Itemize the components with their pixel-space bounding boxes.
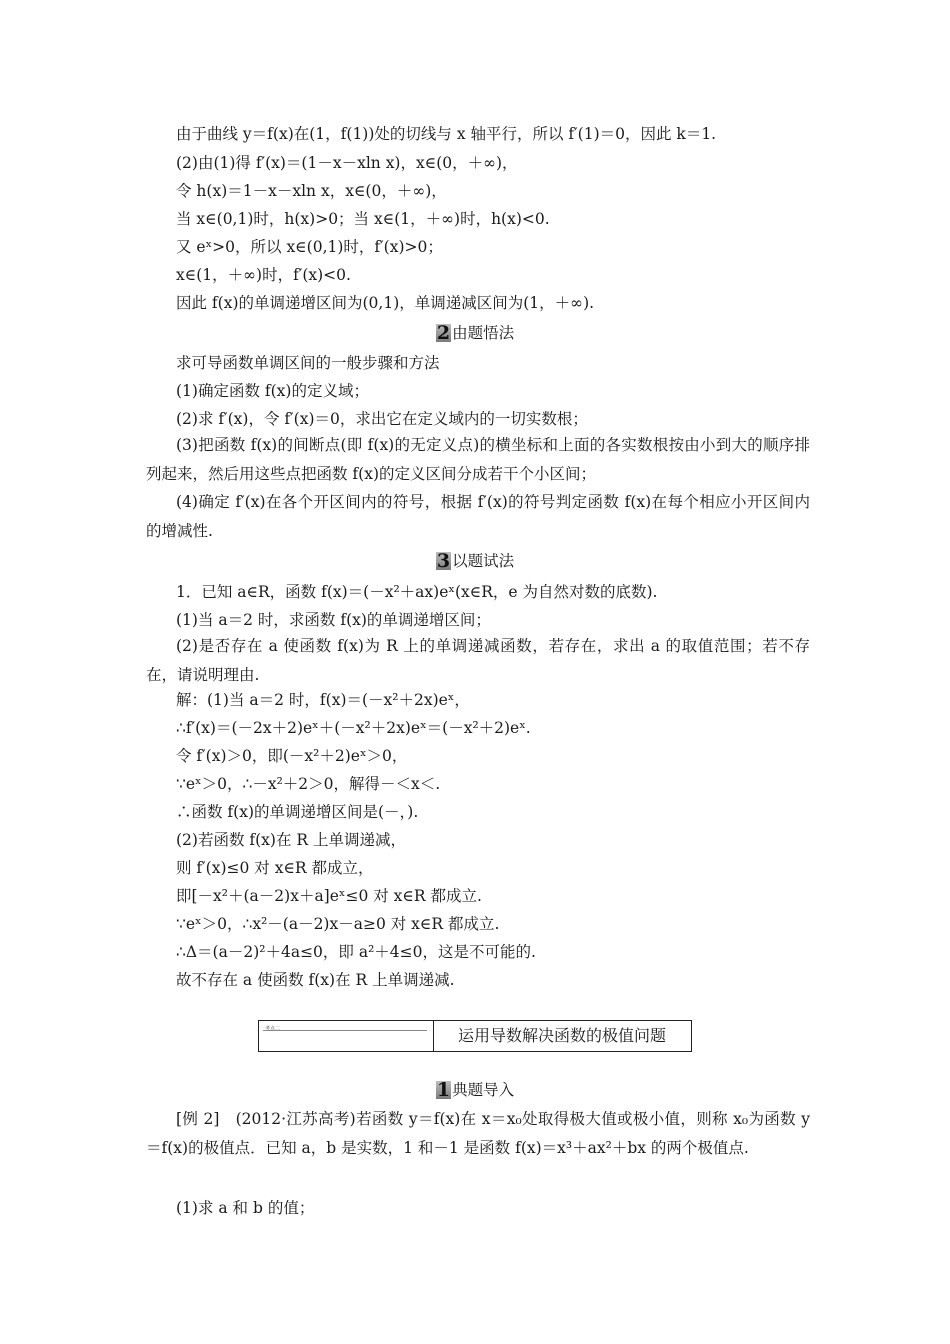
- section-title: 以题试法: [452, 552, 515, 570]
- problem-part: (1)当 a＝2 时，求函数 f(x)的单调递增区间；: [176, 611, 491, 629]
- method-step: (2)求 f′(x)，令 f′(x)＝0，求出它在定义域内的一切实数根；: [176, 410, 588, 428]
- topic-box-label-cell: [259, 1021, 434, 1051]
- text-line: 又 eˣ>0，所以 x∈(0,1)时，f′(x)>0；: [176, 238, 443, 256]
- text-line: (2)由(1)得 f′(x)＝(1－x－xln x)，x∈(0，＋∞)，: [176, 154, 518, 172]
- solution-line: (2)若函数 f(x)在 R 上单调递减，: [176, 831, 406, 849]
- section-heading: [0, 1079, 950, 1101]
- section-number-badge: 2: [436, 322, 451, 344]
- divider: [263, 1030, 427, 1031]
- section-number-badge: 1: [436, 1079, 451, 1101]
- topic-title: 运用导数解决函数的极值问题: [457, 1026, 666, 1045]
- text-line: 由于曲线 y＝f(x)在(1，f(1))处的切线与 x 轴平行，所以 f′(1)＝0，因此 k＝1.: [176, 125, 717, 143]
- text-line: x∈(1，＋∞)时，f′(x)<0.: [176, 266, 351, 284]
- solution-line: ∵eˣ＞0，∴－x²＋2＞0，解得－＜x＜.: [176, 775, 441, 793]
- section-number-badge: 3: [436, 550, 451, 572]
- example-statement: [例 2] (2012·江苏高考)若函数 y＝f(x)在 x＝x₀处取得极大值或极小值，则称 x₀为函数 y＝f(x)的极值点．已知 a，b 是实数，1 和－1 是函数 f(x)＝x³＋ax²＋bx 的两个极值点.: [146, 1110, 810, 1157]
- solution-line: 故不存在 a 使函数 f(x)在 R 上单调递减.: [176, 971, 455, 989]
- text-line: 当 x∈(0,1)时，h(x)>0；当 x∈(1，＋∞)时，h(x)<0.: [176, 210, 550, 228]
- method-step: (4)确定 f′(x)在各个开区间内的符号，根据 f′(x)的符号判定函数 f(x)在每个相应小开区间内的增减性.: [146, 493, 810, 540]
- section-title: 典题导入: [452, 1081, 515, 1099]
- method-intro: 求可导函数单调区间的一般步骤和方法: [176, 354, 440, 372]
- topic-box: [258, 1020, 692, 1052]
- solution-line: 则 f′(x)≤0 对 x∈R 都成立，: [176, 859, 374, 877]
- problem-part: (2)是否存在 a 使函数 f(x)为 R 上的单调递减函数，若存在，求出 a 的取值范围；若不存在，请说明理由.: [146, 637, 810, 684]
- solution-line: 解：(1)当 a＝2 时，f(x)＝(－x²＋2x)eˣ，: [176, 691, 470, 709]
- section-title: 由题悟法: [452, 324, 515, 342]
- solution-line: 令 f′(x)＞0，即(－x²＋2)eˣ＞0，: [176, 747, 408, 765]
- solution-line: ∴f′(x)＝(－2x＋2)eˣ＋(－x²＋2x)eˣ＝(－x²＋2)eˣ.: [176, 719, 531, 737]
- method-step: (3)把函数 f(x)的间断点(即 f(x)的无定义点)的横坐标和上面的各实数根按由小到大的顺序排列起来，然后用这些点把函数 f(x)的定义区间分成若干个小区间；: [146, 436, 810, 483]
- problem-statement: 1．已知 a∈R，函数 f(x)＝(－x²＋ax)eˣ(x∈R，e 为自然对数的底数).: [176, 583, 658, 601]
- topic-tag: 考点二: [265, 1026, 281, 1032]
- section-heading: [0, 322, 950, 344]
- solution-line: ∴Δ＝(a－2)²＋4a≤0，即 a²＋4≤0，这是不可能的.: [176, 943, 536, 961]
- solution-line: ∴函数 f(x)的单调递增区间是(－，).: [176, 803, 419, 821]
- text-line: 因此 f(x)的单调递增区间为(0,1)，单调递减区间为(1，＋∞).: [176, 294, 595, 312]
- text-line: 令 h(x)＝1－x－xln x，x∈(0，＋∞)，: [176, 182, 447, 200]
- section-heading: [0, 550, 950, 572]
- solution-line: 即[－x²＋(a－2)x＋a]eˣ≤0 对 x∈R 都成立.: [176, 887, 482, 905]
- solution-line: ∵eˣ＞0，∴x²－(a－2)x－a≥0 对 x∈R 都成立.: [176, 915, 500, 933]
- example-question: (1)求 a 和 b 的值；: [176, 1199, 315, 1217]
- method-step: (1)确定函数 f(x)的定义域；: [176, 382, 369, 400]
